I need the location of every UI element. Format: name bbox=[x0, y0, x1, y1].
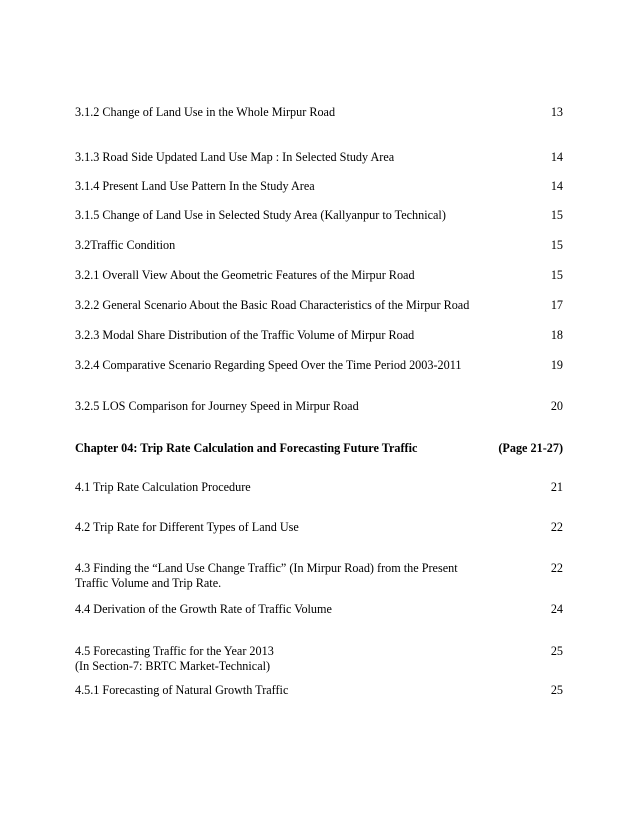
toc-entry-page: 19 bbox=[550, 358, 563, 372]
toc-entry-title-continuation: (In Section-7: BRTC Market-Technical) bbox=[75, 659, 271, 673]
toc-row bbox=[75, 328, 563, 343]
toc-entry-page: 14 bbox=[550, 179, 563, 193]
toc-row bbox=[75, 644, 563, 674]
toc-entry-page: 17 bbox=[550, 298, 563, 312]
toc-entry-title: 3.1.5 Change of Land Use in Selected Study Area (Kallyanpur to Technical) bbox=[75, 208, 446, 222]
toc-entry-title: 3.1.4 Present Land Use Pattern In the Study Area bbox=[75, 179, 315, 193]
chapter-page-range: (Page 21-27) bbox=[498, 441, 563, 455]
toc-entry-title: 3.1.3 Road Side Updated Land Use Map : In Selected Study Area bbox=[75, 150, 395, 164]
toc-entry-page: 15 bbox=[550, 208, 563, 222]
toc-entry-page: 13 bbox=[550, 105, 563, 119]
toc-row bbox=[75, 399, 563, 414]
toc-chapter-heading bbox=[75, 441, 563, 456]
toc-entry-page: 22 bbox=[550, 520, 563, 534]
toc-row bbox=[75, 179, 563, 194]
toc-entry-page: 15 bbox=[550, 268, 563, 282]
toc-entry-title: 3.1.2 Change of Land Use in the Whole Mirpur Road bbox=[75, 105, 336, 119]
toc-entry-title: 3.2Traffic Condition bbox=[75, 238, 176, 252]
toc-row bbox=[75, 208, 563, 223]
toc-entry-page: 20 bbox=[550, 399, 563, 413]
chapter-title: Chapter 04: Trip Rate Calculation and Forecasting Future Traffic bbox=[75, 441, 418, 455]
toc-entry-title: 4.1 Trip Rate Calculation Procedure bbox=[75, 480, 251, 494]
toc-row bbox=[75, 561, 563, 591]
toc-entry-page: 25 bbox=[550, 683, 563, 697]
toc-entry-title: 4.5 Forecasting Traffic for the Year 2013 bbox=[75, 644, 274, 658]
toc-row bbox=[75, 480, 563, 495]
toc-row bbox=[75, 683, 563, 698]
toc-entry-page: 22 bbox=[550, 561, 563, 575]
toc-row bbox=[75, 602, 563, 617]
toc-entry-title: 4.4 Derivation of the Growth Rate of Traffic Volume bbox=[75, 602, 332, 616]
toc-entry-page: 14 bbox=[550, 150, 563, 164]
toc-entry-title: 4.2 Trip Rate for Different Types of Land Use bbox=[75, 520, 299, 534]
toc-entry-title: 3.2.3 Modal Share Distribution of the Traffic Volume of Mirpur Road bbox=[75, 328, 415, 342]
toc-entry-title: 3.2.1 Overall View About the Geometric Features of the Mirpur Road bbox=[75, 268, 415, 282]
toc-entry-page: 21 bbox=[550, 480, 563, 494]
toc-entry-title: 3.2.2 General Scenario About the Basic Road Characteristics of the Mirpur Road bbox=[75, 298, 470, 312]
toc-entry-title: 3.2.5 LOS Comparison for Journey Speed in Mirpur Road bbox=[75, 399, 359, 413]
toc-row bbox=[75, 298, 563, 313]
toc-entry-page: 18 bbox=[550, 328, 563, 342]
toc-entry-title: 3.2.4 Comparative Scenario Regarding Speed Over the Time Period 2003-2011 bbox=[75, 358, 462, 372]
toc-entry-page: 15 bbox=[550, 238, 563, 252]
toc-row bbox=[75, 150, 563, 165]
toc-entry-title: 4.3 Finding the “Land Use Change Traffic” (In Mirpur Road) from the Present Traffic Volume and Trip Rate. bbox=[75, 561, 458, 590]
toc-entry-title: 4.5.1 Forecasting of Natural Growth Traffic bbox=[75, 683, 289, 697]
toc-row bbox=[75, 238, 563, 253]
toc-row bbox=[75, 520, 563, 535]
toc-row bbox=[75, 105, 563, 120]
toc-row bbox=[75, 358, 563, 373]
toc-entry-page: 24 bbox=[550, 602, 563, 616]
toc-row bbox=[75, 268, 563, 283]
toc-entry-page: 25 bbox=[550, 644, 563, 658]
